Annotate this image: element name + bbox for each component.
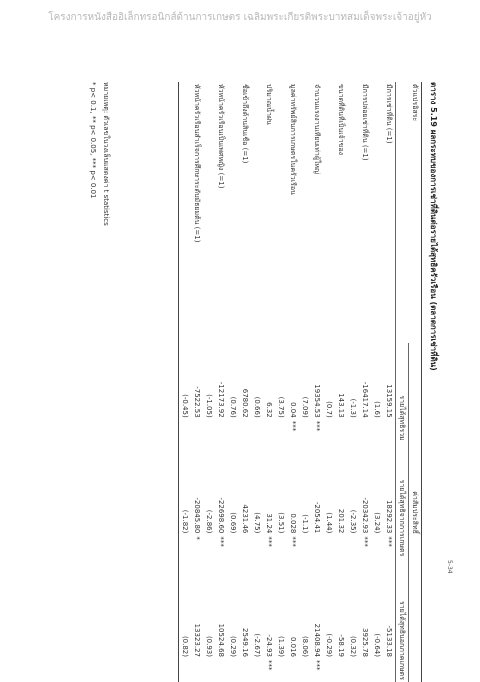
variable-label: จำนวนแรงงานเทียบเท่าผู้ใหญ่	[313, 84, 322, 174]
coef-nonfarm: -58.19	[337, 634, 345, 657]
variable-header: ตัวแปรอิสระ	[411, 84, 420, 122]
significance-stars: ***	[265, 660, 273, 671]
tstat-total: (0.7)	[325, 401, 333, 418]
tstat-row	[203, 82, 215, 682]
coef-farm: -2054.41	[313, 501, 321, 534]
coefficient-row	[335, 82, 347, 682]
page-number: 5-34	[446, 560, 453, 574]
tstat-nonfarm: (-0.29)	[325, 633, 333, 657]
coef-farm: -20342.93	[361, 497, 369, 534]
coefficient-row	[311, 82, 323, 682]
tstat-nonfarm: (1.39)	[277, 635, 285, 657]
tstat-farm: (3.51)	[277, 512, 285, 534]
coefficient-row	[287, 82, 299, 682]
coef-nonfarm: 21408.94	[313, 623, 321, 657]
variable-label: หัวหน้าครัวเรือนเป็นเพศหญิง (=1)	[217, 84, 226, 189]
tstat-row	[227, 82, 239, 682]
tstat-nonfarm: (0.82)	[181, 635, 189, 657]
tstat-farm: (1.44)	[325, 512, 333, 534]
tstat-nonfarm: (8.06)	[301, 635, 309, 657]
tstat-farm: (-2.86)	[205, 509, 213, 534]
coef-nonfarm: -24.93	[265, 634, 273, 657]
table-notes	[86, 82, 112, 226]
tstat-row	[323, 82, 335, 682]
tstat-farm: (-2.35)	[349, 509, 357, 534]
coefficient-row	[239, 82, 251, 682]
tstat-total: (-1.05)	[205, 394, 213, 418]
significance-stars: ***	[217, 536, 225, 547]
note-significance: * p< 0.1, ** p< 0.05, *** p< 0.01	[89, 82, 97, 199]
coef-farm: 31.24	[265, 513, 273, 534]
coef-total: -16417.14	[361, 381, 369, 418]
coef-total: -7522.53	[193, 386, 201, 418]
variable-label: มูลค่าทรัพย์สินการเกษตรในครัวเรือน	[289, 84, 298, 195]
significance-stars: ***	[289, 420, 297, 432]
col-header-nonfarm-income: รายได้สุทธินอกภาคเกษตร	[398, 600, 407, 680]
coef-farm: 0.028	[289, 513, 297, 534]
coef-nonfarm: 10524.68	[217, 623, 225, 657]
variable-label: หัวหน้าครัวเรือนสำเร็จการศึกษาระดับมัธยมต้น (=1)	[193, 84, 202, 243]
significance-stars: ***	[361, 536, 369, 547]
coef-nonfarm: 3925.78	[361, 628, 369, 657]
col-header-farm-income: รายได้สุทธิจากการเกษตร	[398, 479, 407, 557]
col-header-total-income: รายได้สุทธิรวม	[398, 395, 407, 441]
coef-total: 13159.15	[385, 384, 393, 418]
tstat-total: (3.75)	[277, 396, 285, 418]
significance-stars: ***	[265, 536, 273, 547]
coefficient-row	[191, 82, 203, 682]
coef-total: 143.13	[337, 393, 345, 418]
variable-label: ชื่อเข้าถึงด้านสินเชื่อ (=1)	[241, 84, 250, 164]
tstat-total: (-0.45)	[181, 394, 189, 418]
coef-farm: -20845.80	[193, 497, 201, 534]
tstat-nonfarm: (-0.64)	[373, 633, 381, 657]
tstat-total: (1.6)	[373, 401, 381, 418]
coef-farm: 4231.46	[241, 504, 249, 534]
regression-table	[178, 82, 422, 682]
coef-total: 6780.62	[241, 388, 249, 418]
coef-nonfarm: -5133.18	[385, 625, 393, 657]
coefficient-row	[263, 82, 275, 682]
variable-label: มีการเช่าที่ดิน (=1)	[385, 84, 394, 144]
coef-nonfarm: 0.016	[289, 636, 297, 657]
coef-farm: -22698.60	[217, 497, 225, 534]
tstat-total: (0.66)	[253, 396, 261, 418]
tstat-total: (7.09)	[301, 396, 309, 418]
coef-nonfarm: 13323.27	[193, 623, 201, 657]
tstat-farm: (3.24)	[373, 512, 381, 534]
coef-nonfarm: 2549.16	[241, 628, 249, 657]
tstat-farm: (4.75)	[253, 512, 261, 534]
tstat-row	[251, 82, 263, 682]
coef-total: 6.32	[265, 402, 273, 418]
coefficient-group-header: ค่าสัมประสิทธิ์	[409, 343, 422, 682]
tstat-nonfarm: (0.29)	[229, 635, 237, 657]
running-header: โครงการหนังสืออิเล็กทรอนิกส์ด้านการเกษตร เฉลิมพระเกียรติพระบาทสมเด็จพระเจ้าอยู่หัว	[48, 12, 432, 23]
tstat-nonfarm: (-2.67)	[253, 633, 261, 657]
significance-stars: ***	[313, 420, 321, 432]
variable-label: ปริมาณน้ำฝน	[265, 84, 274, 125]
significance-stars: *	[193, 536, 201, 540]
coef-farm: 18292.33	[385, 499, 393, 534]
coef-total: -12173.92	[217, 381, 225, 418]
coefficient-row	[383, 82, 396, 682]
table-body	[179, 82, 396, 682]
tstat-row	[299, 82, 311, 682]
variable-label: ขนาดที่ดินที่เป็นเจ้าของ	[337, 84, 346, 156]
tstat-farm: (0.69)	[229, 512, 237, 534]
tstat-total: (-1.3)	[349, 398, 357, 418]
significance-stars: ***	[385, 536, 393, 547]
tstat-nonfarm: (0.93)	[205, 635, 213, 657]
rotated-table-page	[50, 82, 440, 682]
significance-stars: ***	[289, 536, 297, 547]
tstat-farm: (-1.82)	[181, 509, 189, 534]
table-caption: ตาราง 5.19 ผลกระทบของการเช่าที่ดินต่อรายได้สุทธิครัวเรือน (ตลาดการเช่าที่ดิน)	[429, 82, 438, 371]
coefficient-row	[215, 82, 227, 682]
variable-label: มีการปล่อยเช่าที่ดิน (=1)	[361, 84, 370, 161]
note-tstat: หมายเหตุ: ตัวเลขในวงเล็บแสดงค่า t statistics	[102, 82, 110, 226]
tstat-row	[371, 82, 383, 682]
tstat-row	[347, 82, 359, 682]
coef-farm: 201.32	[337, 508, 345, 534]
tstat-farm: (-1.1)	[301, 514, 309, 534]
coefficient-row	[359, 82, 371, 682]
coef-total: 0.04	[289, 402, 297, 418]
tstat-row	[179, 82, 192, 682]
coef-total: 19354.53	[313, 384, 321, 418]
tstat-row	[275, 82, 287, 682]
tstat-total: (0.76)	[229, 396, 237, 418]
tstat-nonfarm: (0.32)	[349, 635, 357, 657]
significance-stars: ***	[313, 660, 321, 671]
